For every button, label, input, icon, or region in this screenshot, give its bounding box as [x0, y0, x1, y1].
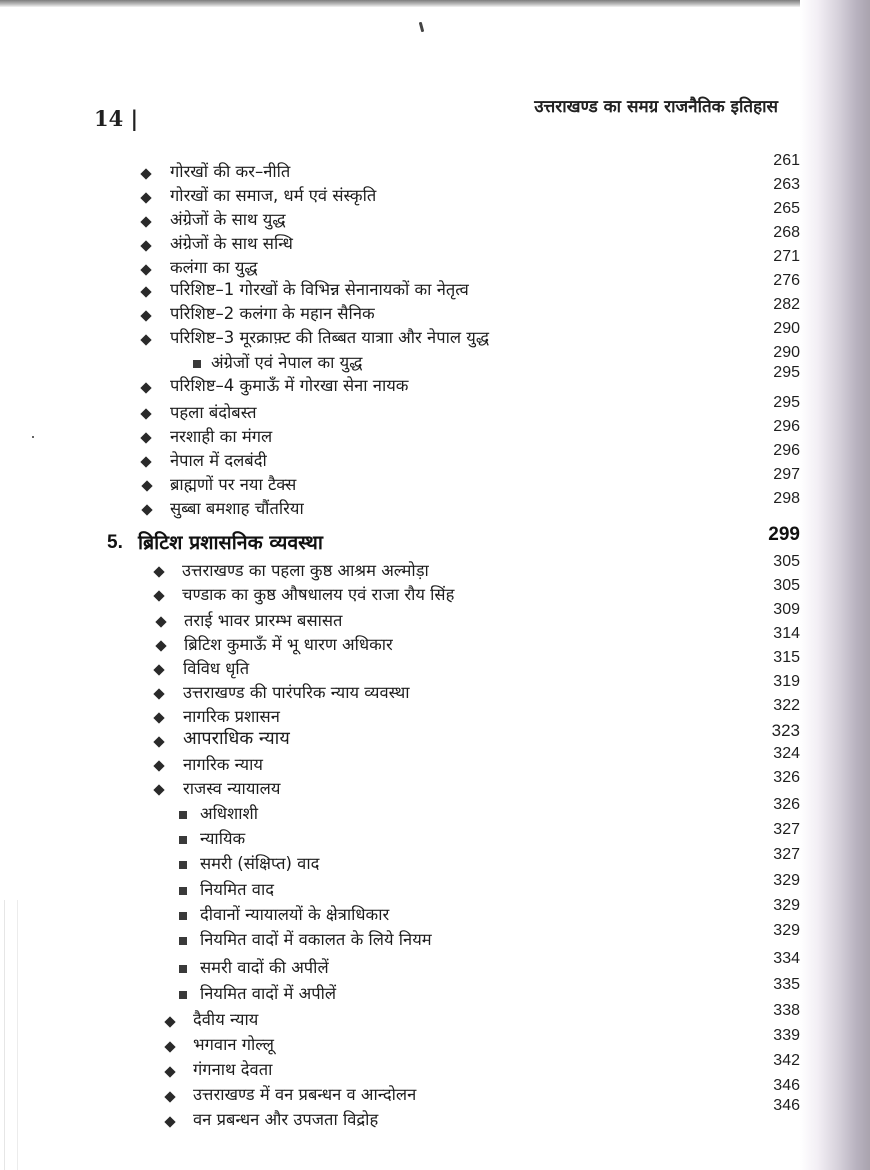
- toc-entry-title: नागरिक प्रशासन: [183, 707, 280, 726]
- chapter-number: 5.: [107, 532, 123, 553]
- toc-entry: [0, 553, 870, 582]
- square-bullet-icon: [179, 836, 187, 844]
- toc-subentry-title: समरी वादों की अपीलें: [200, 958, 329, 977]
- diamond-bullet-icon: [140, 382, 151, 393]
- toc-subentry: [0, 922, 870, 950]
- toc-entry-title: गोरखों की कर–नीति: [170, 162, 291, 181]
- toc-entry-title: ब्राह्मणों पर नया टैक्स: [170, 475, 297, 494]
- diamond-bullet-icon: [155, 640, 166, 651]
- toc-subentry-title: समरी (संक्षिप्त) वाद: [200, 854, 320, 873]
- square-bullet-icon: [179, 811, 187, 819]
- toc-entry-title: अंग्रेजों के साथ युद्ध: [170, 210, 286, 229]
- toc-entry-title: उत्तराखण्ड की पारंपरिक न्याय व्यवस्था: [183, 683, 410, 702]
- toc-entry-page: 297: [773, 466, 800, 483]
- toc-entry-page: 327: [773, 846, 800, 863]
- running-title: उत्तराखण्ड का समग्र राजनैतिक इतिहास: [534, 97, 778, 117]
- toc-entry: [0, 364, 870, 398]
- toc-entry-title: पहला बंदोबस्त: [170, 403, 257, 422]
- diamond-bullet-icon: [164, 1016, 175, 1027]
- diamond-bullet-icon: [141, 504, 152, 515]
- toc-entry: [0, 152, 870, 182]
- toc-entry-title: दैवीय न्याय: [193, 1010, 259, 1029]
- toc-entry-page: 290: [773, 344, 800, 361]
- toc-entry: [0, 769, 870, 798]
- diamond-bullet-icon: [153, 688, 164, 699]
- toc-entry: [0, 1077, 870, 1105]
- toc-entry-title: नेपाल में दलबंदी: [170, 451, 267, 470]
- diamond-bullet-icon: [153, 712, 164, 723]
- toc-entry-page: 329: [773, 872, 800, 889]
- diamond-bullet-icon: [153, 590, 164, 601]
- toc-entry-page: 323: [771, 721, 800, 740]
- page-top-edge-shadow: [0, 0, 870, 7]
- toc-entry: [0, 224, 870, 254]
- toc-entry: [0, 577, 870, 606]
- toc-entry: [0, 673, 870, 702]
- diamond-bullet-icon: [164, 1041, 175, 1052]
- toc-entry-title: ब्रिटिश कुमाऊँ में भू धारण अधिकार: [184, 635, 393, 654]
- scan-speck: [419, 22, 424, 32]
- toc-entry-page: 265: [773, 200, 800, 217]
- toc-entry: [0, 1052, 870, 1080]
- toc-entry: [0, 1002, 870, 1030]
- toc-entry: [0, 466, 870, 496]
- toc-entry: [0, 1027, 870, 1055]
- toc-entry: [0, 649, 870, 678]
- diamond-bullet-icon: [164, 1066, 175, 1077]
- diamond-bullet-icon: [140, 216, 151, 227]
- diamond-bullet-icon: [153, 760, 164, 771]
- toc-subentry-title: नियमित वादों में वकालत के लिये नियम: [200, 930, 432, 949]
- toc-subentry-title: दीवानों न्यायालयों के क्षेत्राधिकार: [200, 905, 390, 924]
- toc-entry: [0, 697, 870, 726]
- square-bullet-icon: [179, 991, 187, 999]
- toc-subentry-title: नियमित वाद: [200, 880, 275, 899]
- toc-entry: [0, 248, 870, 278]
- toc-entry: [0, 1097, 870, 1130]
- toc-entry-title: परिशिष्ट–2 कलंगा के महान सैनिक: [170, 304, 375, 323]
- chapter-title: ब्रिटिश प्रशासनिक व्यवस्था: [138, 531, 323, 554]
- toc-entry: [0, 296, 870, 326]
- toc-entry-page: 298: [773, 490, 800, 507]
- toc-subentry: [0, 344, 870, 374]
- toc-entry: [0, 721, 870, 750]
- diamond-bullet-icon: [140, 456, 151, 467]
- toc-entry-page: 329: [773, 897, 800, 914]
- square-bullet-icon: [179, 887, 187, 895]
- toc-entry-page: 309: [773, 601, 800, 618]
- toc-entry: [0, 745, 870, 774]
- toc-entry-title: नरशाही का मंगल: [170, 427, 273, 446]
- toc-entry-page: 326: [773, 796, 800, 813]
- toc-entry-title: भगवान गोल्लू: [193, 1035, 274, 1054]
- toc-entry: [0, 625, 870, 654]
- toc-entry-page: 295: [773, 364, 800, 381]
- toc-subentry: [0, 872, 870, 900]
- toc-subentry: [0, 897, 870, 925]
- toc-entry-page: 346: [773, 1097, 800, 1114]
- toc-entry-page: 295: [773, 394, 800, 411]
- toc-entry-page: 263: [773, 176, 800, 193]
- diamond-bullet-icon: [153, 784, 164, 795]
- toc-entry-title: राजस्व न्यायालय: [183, 779, 281, 798]
- square-bullet-icon: [179, 861, 187, 869]
- diamond-bullet-icon: [164, 1116, 175, 1127]
- toc-entry-page: 290: [773, 320, 800, 337]
- toc-subentry-title: नियमित वादों में अपीलें: [200, 984, 337, 1003]
- toc-subentry: [0, 976, 870, 1004]
- toc-entry-page: 276: [773, 272, 800, 289]
- diamond-bullet-icon: [153, 736, 164, 747]
- toc-entry-title: अंग्रेजों के साथ सन्धि: [170, 234, 293, 253]
- diamond-bullet-icon: [140, 286, 151, 297]
- toc-entry-title: परिशिष्ट–4 कुमाऊँ में गोरखा सेना नायक: [170, 376, 409, 395]
- diamond-bullet-icon: [140, 168, 151, 179]
- toc-entry-page: 261: [773, 152, 800, 169]
- page-header: [0, 92, 870, 132]
- chapter-heading: [0, 524, 870, 558]
- toc-entry-page: 314: [773, 625, 800, 642]
- diamond-bullet-icon: [153, 664, 164, 675]
- toc-entry: [0, 200, 870, 230]
- diamond-bullet-icon: [141, 480, 152, 491]
- toc-subentry-title: न्यायिक: [200, 829, 246, 848]
- square-bullet-icon: [179, 965, 187, 973]
- toc-entry-page: 338: [773, 1002, 800, 1019]
- toc-entry: [0, 394, 870, 424]
- toc-entry-title: सुब्बा बमशाह चौंतरिया: [170, 499, 304, 518]
- toc-entry: [0, 418, 870, 448]
- scan-speck: [32, 436, 34, 438]
- toc-entry-page: 346: [773, 1077, 800, 1094]
- toc-entry-page: 305: [773, 577, 800, 594]
- diamond-bullet-icon: [140, 192, 151, 203]
- toc-entry-page: 319: [773, 673, 800, 690]
- toc-entry-page: 342: [773, 1052, 800, 1069]
- toc-entry-title: कलंगा का युद्ध: [170, 258, 258, 277]
- toc-entry: [0, 601, 870, 630]
- toc-entry: [0, 176, 870, 206]
- toc-subentry: [0, 821, 870, 849]
- square-bullet-icon: [179, 912, 187, 920]
- diamond-bullet-icon: [164, 1091, 175, 1102]
- square-bullet-icon: [193, 360, 201, 368]
- toc-entry-title: उत्तराखण्ड में वन प्रबन्धन व आन्दोलन: [193, 1085, 417, 1104]
- diamond-bullet-icon: [140, 432, 151, 443]
- diamond-bullet-icon: [140, 240, 151, 251]
- toc-entry-page: 327: [773, 821, 800, 838]
- toc-entry-title: वन प्रबन्धन और उपजता विद्रोह: [193, 1110, 379, 1129]
- toc-entry-page: 324: [773, 745, 800, 762]
- chapter-page: 299: [768, 524, 800, 545]
- toc-entry-page: 268: [773, 224, 800, 241]
- toc-entry-title: तराई भावर प्रारम्भ बसासत: [184, 611, 343, 630]
- toc-entry: [0, 490, 870, 520]
- toc-entry-page: 322: [773, 697, 800, 714]
- toc-entry-page: 326: [773, 769, 800, 786]
- toc-entry-title: उत्तराखण्ड का पहला कुष्ठ आश्रम अल्मोड़ा: [182, 561, 429, 580]
- toc-entry-title: परिशिष्ट–1 गोरखों के विभिन्न सेनानायकों का नेतृत्व: [170, 280, 469, 299]
- toc-entry: [0, 272, 870, 302]
- toc-entry-title: आपराधिक न्याय: [183, 728, 290, 749]
- diamond-bullet-icon: [155, 616, 166, 627]
- toc-subentry-title: अंग्रेजों एवं नेपाल का युद्ध: [211, 353, 363, 372]
- toc-entry-title: चण्डाक का कुष्ठ औषधालय एवं राजा रौय सिंह: [182, 585, 455, 604]
- toc-entry-title: गोरखों का समाज, धर्म एवं संस्कृति: [170, 186, 377, 205]
- toc-entry-page: 305: [773, 553, 800, 570]
- toc-subentry: [0, 796, 870, 824]
- diamond-bullet-icon: [140, 310, 151, 321]
- toc-entry-page: 282: [773, 296, 800, 313]
- toc-entry-page: 335: [773, 976, 800, 993]
- toc-entry: [0, 442, 870, 472]
- diamond-bullet-icon: [140, 334, 151, 345]
- toc-entry-title: परिशिष्ट–3 मूरक्राफ़्ट की तिब्बत यात्राा और नेपाल युद्ध: [170, 328, 490, 347]
- toc-subentry: [0, 846, 870, 874]
- toc-entry-title: विविध धृति: [183, 659, 250, 678]
- toc-subentry: [0, 950, 870, 978]
- toc-entry-page: 296: [773, 418, 800, 435]
- toc-entry-title: नागरिक न्याय: [183, 755, 263, 774]
- toc-entry-page: 296: [773, 442, 800, 459]
- diamond-bullet-icon: [140, 264, 151, 275]
- toc-subentry-title: अधिशाशी: [200, 804, 259, 823]
- square-bullet-icon: [179, 937, 187, 945]
- toc-entry-page: 334: [773, 950, 800, 967]
- toc-entry-page: 315: [773, 649, 800, 666]
- page-number: 14 |: [94, 106, 139, 131]
- toc-entry-title: गंगनाथ देवता: [193, 1060, 273, 1079]
- toc-entry-page: 339: [773, 1027, 800, 1044]
- diamond-bullet-icon: [153, 566, 164, 577]
- diamond-bullet-icon: [140, 408, 151, 419]
- toc-entry-page: 271: [773, 248, 800, 265]
- toc-entry-page: 329: [773, 922, 800, 939]
- toc-entry: [0, 320, 870, 350]
